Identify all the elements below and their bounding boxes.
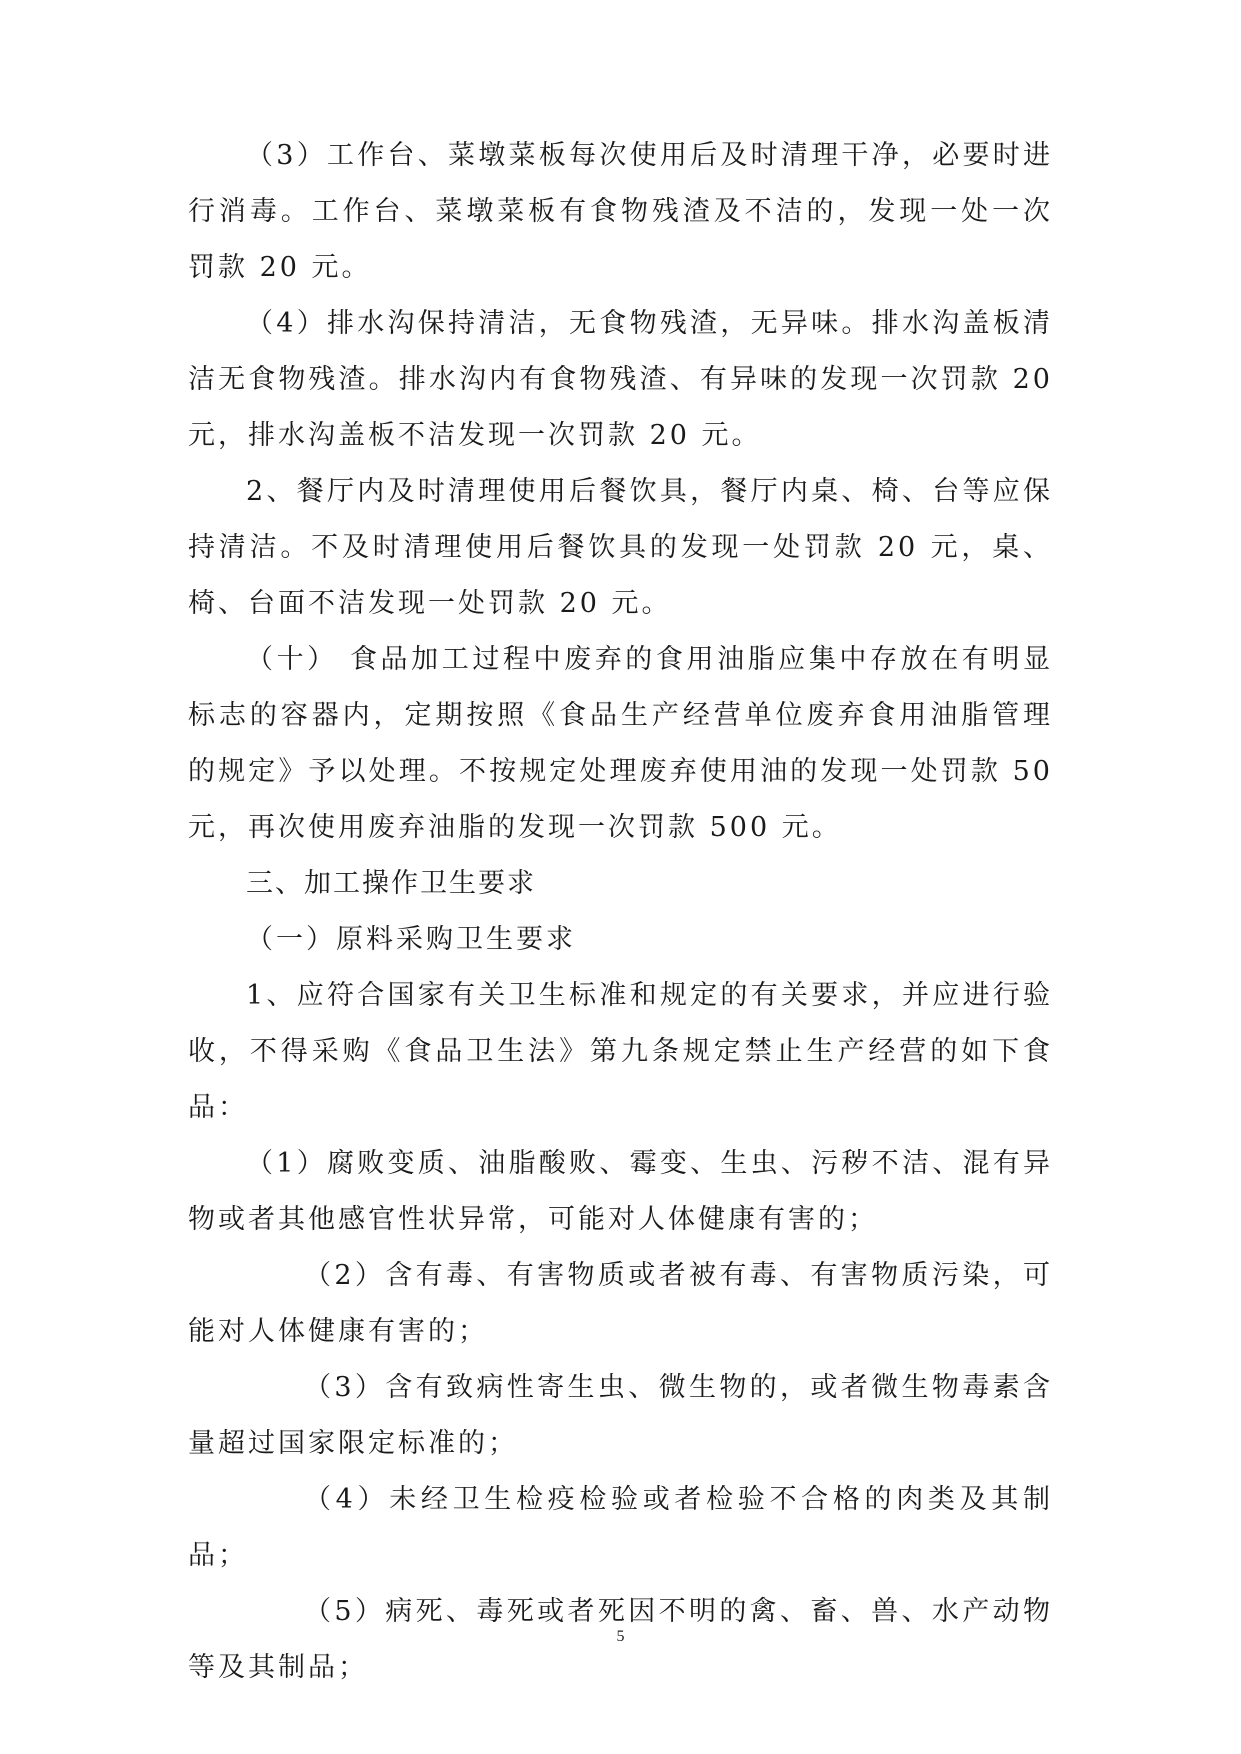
list-item-toxic-substances: （2）含有毒、有害物质或者被有毒、有害物质污染，可能对人体健康有害的； bbox=[188, 1260, 1053, 1347]
page-body bbox=[188, 128, 1053, 1696]
list-item-pathogens: （3）含有致病性寄生虫、微生物的，或者微生物毒素含量超过国家限定标准的； bbox=[188, 1372, 1053, 1459]
paragraph-purchase-standards: 1、应符合国家有关卫生标准和规定的有关要求，并应进行验收，不得采购《食品卫生法》第九条规定禁止生产经营的如下食品： bbox=[188, 980, 1053, 1123]
page-number: 5 bbox=[616, 1628, 625, 1645]
paragraph-worktable-cleaning: （3）工作台、菜墩菜板每次使用后及时清理干净，必要时进行消毒。工作台、菜墩菜板有食物残渣及不洁的，发现一处一次罚款 20 元。 bbox=[188, 140, 1053, 283]
paragraph-dining-hall-cleaning: 2、餐厅内及时清理使用后餐饮具，餐厅内桌、椅、台等应保持清洁。不及时清理使用后餐饮具的发现一处罚款 20 元，桌、椅、台面不洁发现一处罚款 20 元。 bbox=[188, 476, 1053, 619]
section-heading-processing-hygiene: 三、加工操作卫生要求 bbox=[246, 868, 536, 899]
list-item-uninspected-meat: （4）未经卫生检疫检验或者检验不合格的肉类及其制品； bbox=[188, 1484, 1053, 1571]
paragraph-waste-oil: （十） 食品加工过程中废弃的食用油脂应集中存放在有明显标志的容器内，定期按照《食品生产经营单位废弃食用油脂管理的规定》予以处理。不按规定处理废弃使用油的发现一处罚款 50 元，再次使用废弃油脂的发现一次罚款 500 元。 bbox=[188, 644, 1053, 843]
paragraph-drain-cleaning: （4）排水沟保持清洁，无食物残渣，无异味。排水沟盖板清洁无食物残渣。排水沟内有食物残渣、有异味的发现一次罚款 20 元，排水沟盖板不洁发现一次罚款 20 元。 bbox=[188, 308, 1053, 451]
subsection-heading-raw-material-purchase: （一）原料采购卫生要求 bbox=[246, 924, 576, 955]
list-item-dead-animals: （5）病死、毒死或者死因不明的禽、畜、兽、水产动物等及其制品； bbox=[188, 1596, 1053, 1683]
list-item-spoiled-food: （1）腐败变质、油脂酸败、霉变、生虫、污秽不洁、混有异物或者其他感官性状异常，可能对人体健康有害的； bbox=[188, 1148, 1053, 1235]
